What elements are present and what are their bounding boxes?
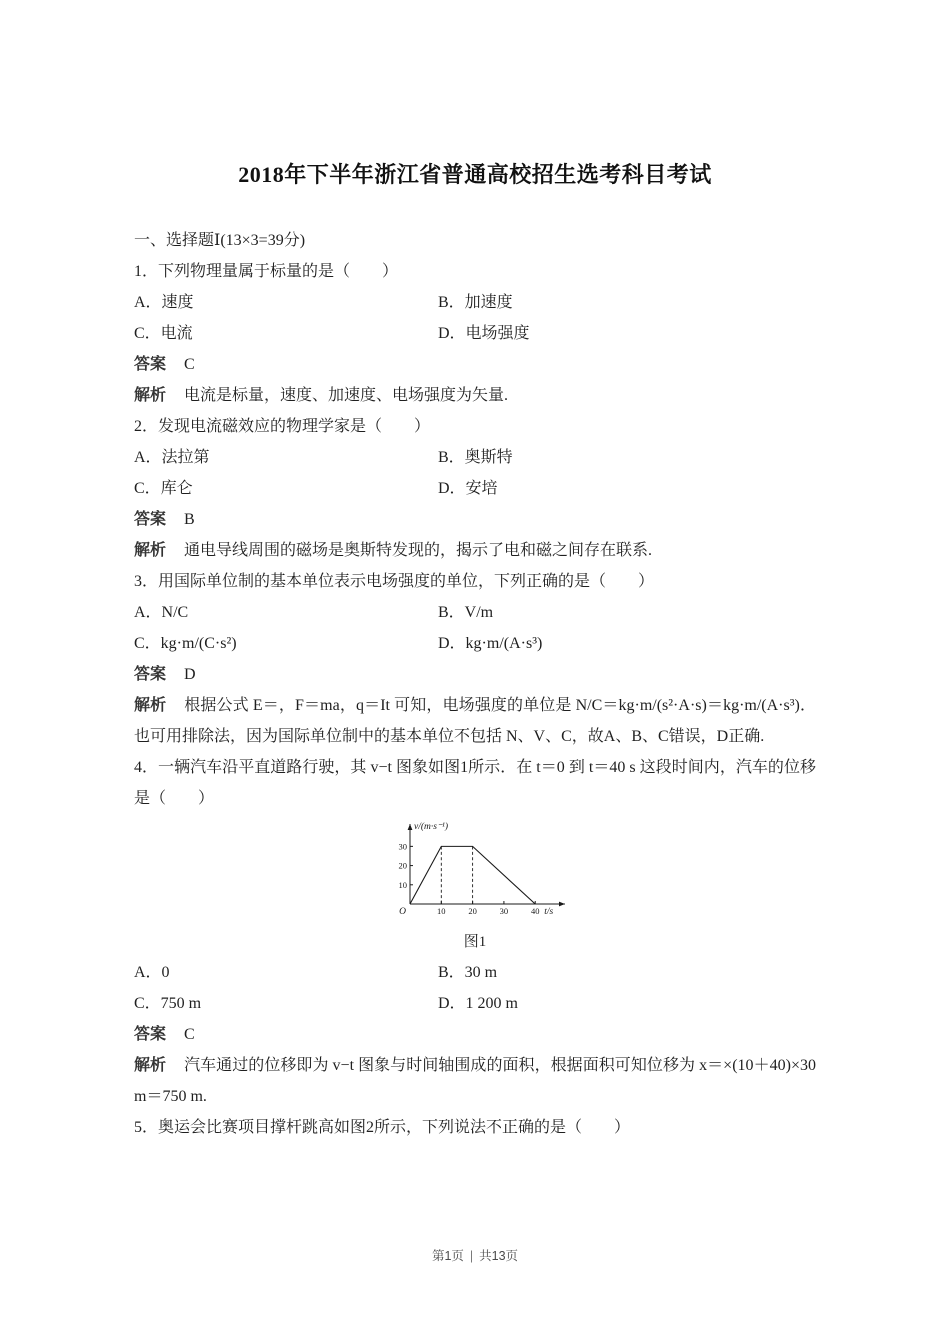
q2-options (134, 442, 816, 504)
q4-analysis-text: 汽车通过的位移即为 v−t 图象与时间轴围成的面积，根据面积可知位移为 x＝×(10＋40)×30 m＝750 m. (134, 1057, 816, 1105)
q4-analysis-line (134, 1050, 816, 1112)
q4-option-c: C．750 m (134, 995, 202, 1012)
answer-label: 答案 (134, 1026, 167, 1043)
footer-separator: | (469, 1249, 474, 1263)
svg-text:10: 10 (437, 906, 446, 916)
q2-analysis-line (134, 535, 816, 566)
q3-option-d: D．kg·m/(A·s³) (438, 635, 543, 652)
svg-text:10: 10 (398, 879, 407, 890)
q4-option-b: B．30 m (438, 964, 498, 981)
q3-option-a: A．N/C (134, 604, 189, 621)
page-footer (0, 1246, 950, 1264)
q3-option-c: C．kg·m/(C·s²) (134, 635, 237, 652)
q2-option-a: A．法拉第 (134, 449, 210, 466)
q2-option-d: D．安培 (438, 480, 498, 497)
analysis-label: 解析 (134, 387, 167, 404)
svg-text:20: 20 (468, 906, 477, 916)
svg-text:v/(m·s⁻¹): v/(m·s⁻¹) (414, 822, 448, 832)
q4-answer-line (134, 1019, 816, 1050)
q3-analysis-line (134, 690, 816, 752)
q4-answer-value: C (184, 1026, 195, 1043)
q4-option-a: A．0 (134, 964, 170, 981)
svg-text:40: 40 (530, 906, 540, 916)
q2-stem: 2．发现电流磁效应的物理学家是（ ） (134, 418, 431, 435)
svg-text:t/s: t/s (544, 907, 554, 917)
q2-option-c: C．库仑 (134, 480, 193, 497)
q2-analysis-text: 通电导线周围的磁场是奥斯特发现的，揭示了电和磁之间存在联系. (184, 542, 653, 559)
q3-answer-value: D (184, 666, 196, 683)
q1-answer-value: C (184, 356, 195, 373)
analysis-label: 解析 (134, 542, 167, 559)
q1-stem: 1．下列物理量属于标量的是（ ） (134, 263, 399, 280)
page-title: 2018年下半年浙江省普通高校招生选考科目考试 (238, 162, 712, 187)
svg-text:30: 30 (398, 841, 407, 852)
q3-answer-line (134, 659, 816, 690)
q1-option-c: C．电流 (134, 325, 193, 342)
q2-answer-value: B (184, 511, 195, 528)
q4-stem: 4．一辆汽车沿平直道路行驶，其 v−t 图象如图1所示．在 t＝0 到 t＝40 s 这段时间内，汽车的位移是（ ） (134, 759, 816, 807)
q1-analysis-text: 电流是标量，速度、加速度、电场强度为矢量. (184, 387, 509, 404)
q1-answer-line (134, 349, 816, 380)
velocity-time-graph (380, 818, 570, 922)
q1-option-b: B．加速度 (438, 294, 513, 311)
q3-options (134, 597, 816, 659)
q1-option-d: D．电场强度 (438, 325, 530, 342)
svg-text:O: O (399, 907, 406, 917)
answer-label: 答案 (134, 356, 167, 373)
q1-options (134, 287, 816, 349)
q3-analysis-text: 根据公式 E＝，F＝ma，q＝It 可知，电场强度的单位是 N/C＝kg·m/(s²·A·s)＝kg·m/(A·s³)．也可用排除法，因为国际单位制中的基本单位不包括 N、V、C，故A、B、C错误，D正确. (134, 697, 816, 745)
answer-label: 答案 (134, 511, 167, 528)
answer-label: 答案 (134, 666, 167, 683)
q4-figure (134, 818, 816, 957)
q4-options (134, 957, 816, 1019)
analysis-label: 解析 (134, 697, 167, 714)
exam-document (134, 0, 816, 1143)
footer-total-pages: 共13页 (479, 1249, 519, 1263)
q3-stem: 3．用国际单位制的基本单位表示电场强度的单位，下列正确的是（ ） (134, 573, 655, 590)
analysis-label: 解析 (134, 1057, 167, 1074)
svg-text:20: 20 (398, 860, 407, 871)
section-heading: 一、选择题Ⅰ(13×3=39分) (134, 232, 306, 249)
q1-analysis-line (134, 380, 816, 411)
q1-option-a: A．速度 (134, 294, 194, 311)
figure-1-caption: 图1 (463, 934, 487, 950)
footer-page-number: 第1页 (431, 1249, 464, 1263)
q2-option-b: B．奥斯特 (438, 449, 513, 466)
q5-stem: 5．奥运会比赛项目撑杆跳高如图2所示，下列说法不正确的是（ ） (134, 1119, 631, 1136)
q3-option-b: B．V/m (438, 604, 494, 621)
q4-option-d: D．1 200 m (438, 995, 519, 1012)
q2-answer-line (134, 504, 816, 535)
svg-text:30: 30 (499, 906, 509, 916)
